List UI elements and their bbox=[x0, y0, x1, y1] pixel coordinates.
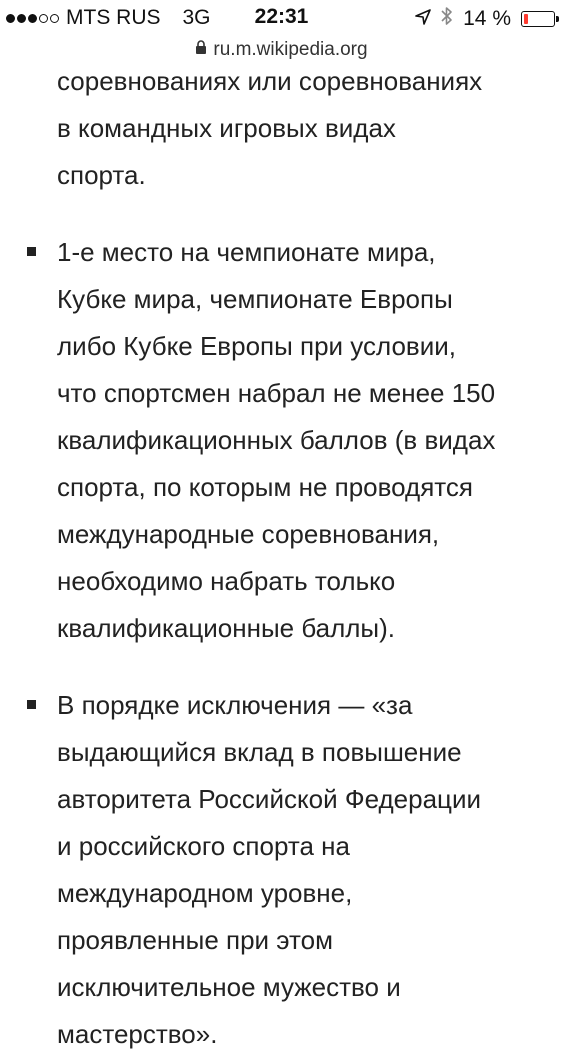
bullet-marker bbox=[27, 700, 36, 709]
text-line: мастерство». bbox=[57, 1019, 218, 1049]
text-line: международном уровне, bbox=[57, 878, 353, 908]
location-arrow-icon bbox=[415, 7, 431, 31]
text-line: соревнованиях или соревнованиях bbox=[57, 66, 483, 96]
text-line: 1-е место на чемпионате мира, bbox=[57, 237, 436, 267]
bullet-marker bbox=[27, 247, 36, 256]
text-line: что спортсмен набрал не менее 150 bbox=[57, 378, 496, 408]
text-line: квалификационные баллы). bbox=[57, 613, 395, 643]
text-line: квалификационных баллов (в видах bbox=[57, 425, 496, 455]
text-line: Кубке мира, чемпионате Европы bbox=[57, 284, 453, 314]
text-line: выдающийся вклад в повышение bbox=[57, 737, 462, 767]
url-domain[interactable]: ru.m.wikipedia.org bbox=[213, 39, 368, 60]
text-line: и российского спорта на bbox=[57, 831, 350, 861]
paragraph-continuation bbox=[0, 58, 563, 199]
list-item bbox=[0, 682, 563, 1058]
text-line: международные соревнования, bbox=[57, 519, 440, 549]
text-line: проявленные при этом bbox=[57, 925, 333, 955]
status-right bbox=[415, 6, 555, 32]
network-type: 3G bbox=[182, 6, 211, 29]
battery-level bbox=[524, 14, 528, 24]
status-bar bbox=[0, 0, 563, 38]
text-line: В порядке исключения — «за bbox=[57, 690, 413, 720]
clock: 22:31 bbox=[254, 5, 309, 28]
text-line: необходимо набрать только bbox=[57, 566, 396, 596]
text-line: спорта. bbox=[57, 160, 146, 190]
text-line: исключительное мужество и bbox=[57, 972, 401, 1002]
text-line: либо Кубке Европы при условии, bbox=[57, 331, 457, 361]
bluetooth-icon bbox=[441, 6, 453, 32]
battery-percent: 14 % bbox=[463, 7, 511, 30]
battery-icon bbox=[521, 11, 555, 27]
article-content bbox=[0, 58, 563, 1058]
carrier-name: MTS RUS bbox=[66, 6, 161, 29]
text-line: в командных игровых видах bbox=[57, 113, 396, 143]
text-line: спорта, по которым не проводятся bbox=[57, 472, 473, 502]
text-line: авторитета Российской Федерации bbox=[57, 784, 481, 814]
list-item bbox=[0, 229, 563, 652]
